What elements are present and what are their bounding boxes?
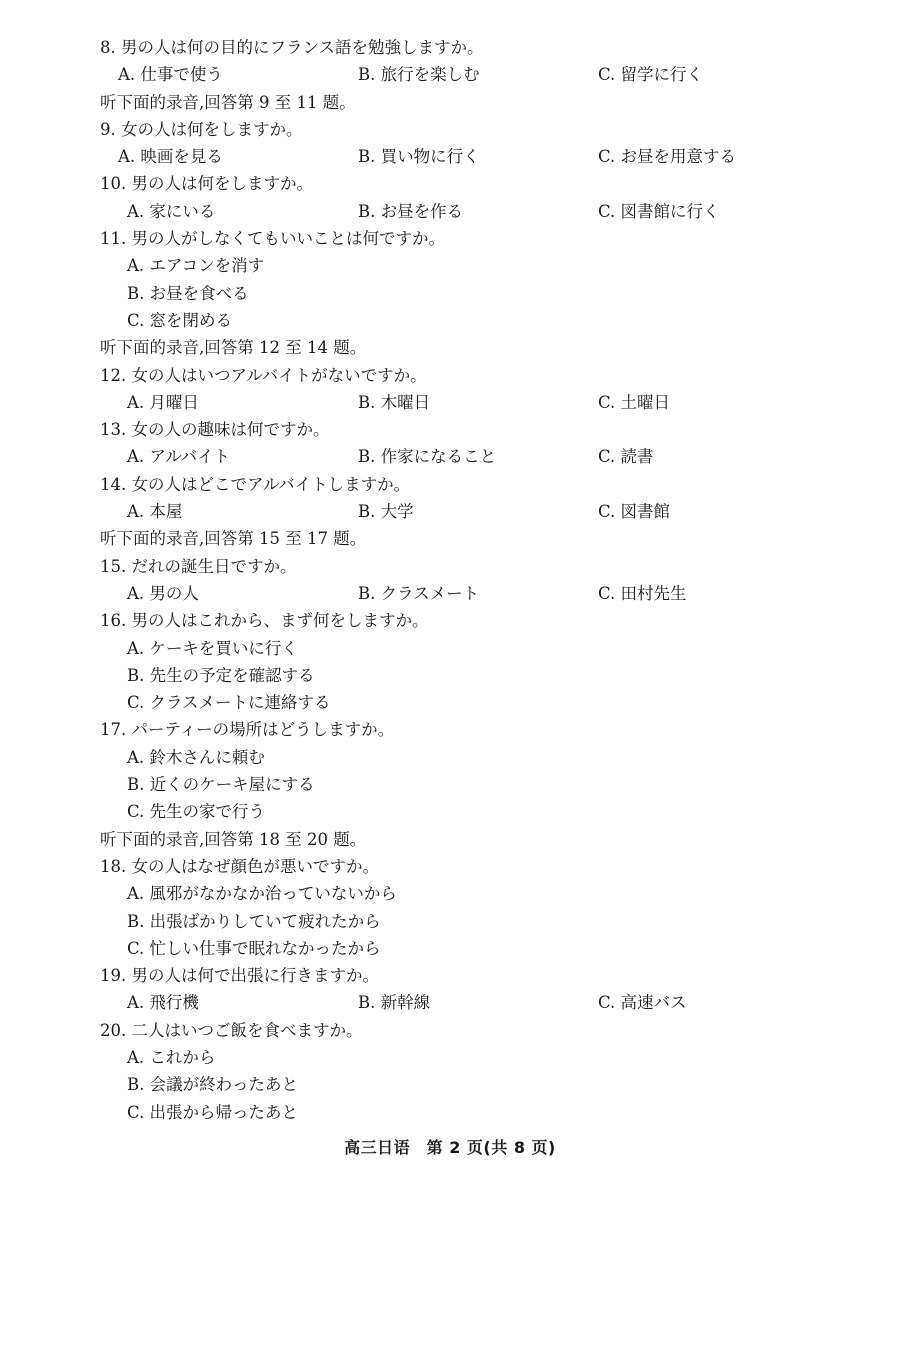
answer-option: A. アルバイト (127, 447, 231, 467)
answer-option: A. 鈴木さんに頼む (127, 747, 265, 767)
answer-option: A. 本屋 (127, 502, 183, 522)
answer-option-line (100, 662, 820, 689)
answer-option: C. クラスメートに連絡する (127, 693, 331, 713)
answer-option-line (100, 935, 820, 962)
answer-option-line (100, 798, 820, 825)
answer-option: A. 映画を見る (118, 147, 223, 167)
answer-option-line (100, 689, 820, 716)
answer-option-line (100, 744, 820, 771)
answer-option-line (100, 307, 820, 334)
question-text: 11. 男の人がしなくてもいいことは何ですか。 (100, 229, 445, 249)
answer-option: C. 忙しい仕事で眠れなかったから (127, 938, 381, 958)
answer-option-line (100, 908, 820, 935)
answer-option-line (100, 1071, 820, 1098)
answer-option: A. エアコンを消す (127, 256, 265, 276)
answer-option: B. 会議が終わったあと (127, 1075, 298, 1095)
answer-option: C. 土曜日 (598, 392, 671, 412)
answer-option: B. 木曜日 (358, 392, 431, 412)
answer-option-line (100, 1044, 820, 1071)
question-text: 10. 男の人は何をしますか。 (100, 174, 313, 194)
question-text: 19. 男の人は何で出張に行きますか。 (100, 966, 379, 986)
answer-option: A. これから (127, 1047, 216, 1067)
section-instruction: 听下面的录音,回答第 18 至 20 题。 (100, 829, 367, 849)
section-instruction: 听下面的录音,回答第 9 至 11 题。 (100, 92, 356, 112)
option-row (100, 443, 820, 470)
answer-option: C. 先生の家で行う (127, 802, 266, 822)
exam-page-content (100, 34, 820, 1126)
answer-option-line (100, 252, 820, 279)
answer-option: C. 田村先生 (598, 583, 687, 603)
answer-option: B. 出張ばかりしていて疲れたから (127, 911, 381, 931)
answer-option: C. 留学に行く (598, 65, 704, 85)
answer-option: B. 近くのケーキ屋にする (127, 775, 315, 795)
question-text: 15. だれの誕生日ですか。 (100, 556, 297, 576)
answer-option: A. 仕事で使う (118, 65, 223, 85)
question-text: 14. 女の人はどこでアルバイトしますか。 (100, 474, 411, 494)
answer-option: B. 旅行を楽しむ (358, 65, 480, 85)
option-row (100, 143, 820, 170)
question-text: 17. パーティーの場所はどうしますか。 (100, 720, 395, 740)
option-row (100, 580, 820, 607)
question-text: 12. 女の人はいつアルバイトがないですか。 (100, 365, 427, 385)
answer-option: B. 新幹線 (358, 993, 431, 1013)
answer-option: A. 男の人 (127, 583, 199, 603)
answer-option-line (100, 771, 820, 798)
option-row (100, 198, 820, 225)
answer-option: C. 窓を閉める (127, 310, 233, 330)
answer-option: A. 風邪がなかなか治っていないから (127, 884, 397, 904)
answer-option: C. お昼を用意する (598, 147, 737, 167)
answer-option: C. 高速バス (598, 993, 687, 1013)
answer-option: C. 出張から帰ったあと (127, 1102, 299, 1122)
answer-option-line (100, 280, 820, 307)
option-row (100, 389, 820, 416)
answer-option: C. 図書館 (598, 502, 671, 522)
option-row (100, 61, 820, 88)
answer-option-line (100, 1099, 820, 1126)
answer-option: C. 図書館に行く (598, 201, 720, 221)
answer-option: A. ケーキを買いに行く (127, 638, 298, 658)
answer-option: A. 飛行機 (127, 993, 199, 1013)
question-text: 18. 女の人はなぜ顔色が悪いですか。 (100, 856, 379, 876)
answer-option: B. クラスメート (358, 583, 480, 603)
answer-option: B. 先生の予定を確認する (127, 665, 315, 685)
page-footer: 高三日语 第 2 页(共 8 页) (344, 1138, 556, 1157)
option-row (100, 498, 820, 525)
question-text: 9. 女の人は何をしますか。 (100, 119, 303, 139)
answer-option: B. お昼を食べる (127, 283, 249, 303)
answer-option: B. 作家になること (358, 447, 497, 467)
answer-option-line (100, 635, 820, 662)
answer-option: C. 読書 (598, 447, 654, 467)
answer-option: B. 大学 (358, 502, 414, 522)
answer-option: B. 買い物に行く (358, 147, 480, 167)
option-row (100, 989, 820, 1016)
section-instruction: 听下面的录音,回答第 12 至 14 题。 (100, 338, 367, 358)
question-text: 20. 二人はいつご飯を食べますか。 (100, 1020, 363, 1040)
question-text: 13. 女の人の趣味は何ですか。 (100, 420, 330, 440)
answer-option: B. お昼を作る (358, 201, 464, 221)
answer-option: A. 月曜日 (127, 392, 199, 412)
section-instruction: 听下面的录音,回答第 15 至 17 题。 (100, 529, 367, 549)
answer-option: A. 家にいる (127, 201, 216, 221)
question-text: 16. 男の人はこれから、まず何をしますか。 (100, 611, 429, 631)
answer-option-line (100, 880, 820, 907)
question-text: 8. 男の人は何の目的にフランス語を勉強しますか。 (100, 38, 484, 57)
